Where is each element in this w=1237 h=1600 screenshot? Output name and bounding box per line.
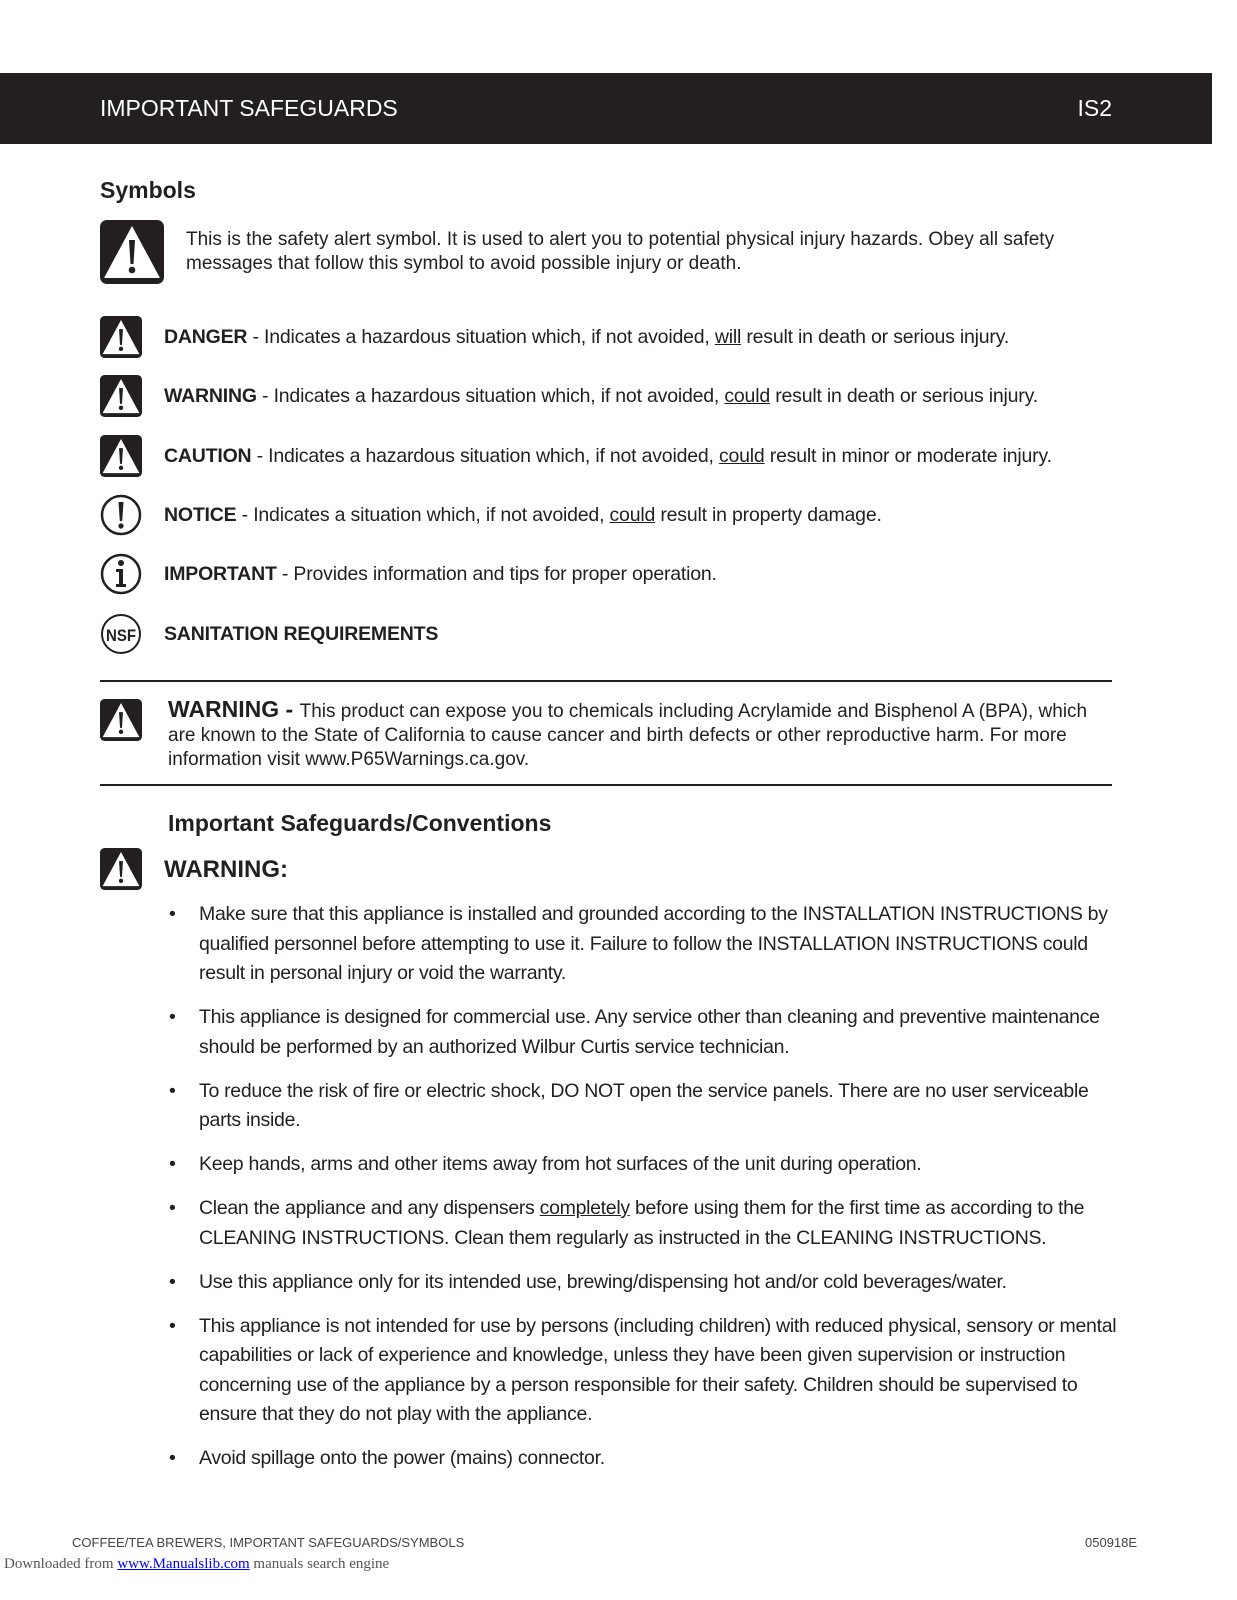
symbol-description bbox=[164, 326, 1009, 349]
safeguards-list bbox=[165, 900, 1130, 1488]
bullet-text: This appliance is not intended for use by persons (including children) with reduced physical, sensory or mental capabilities or lack of experience and knowledge, unless they have been given supervision or instruction concerning use of the appliance by a person responsible for their safety. Children should be supervised to ensure that they do not play with the appliance. bbox=[199, 1314, 1117, 1425]
symbol-label: CAUTION bbox=[164, 445, 252, 467]
symbol-text: result in minor or moderate injury. bbox=[764, 445, 1052, 467]
warning-heading: WARNING: bbox=[164, 856, 288, 883]
symbol-label: NOTICE bbox=[164, 504, 237, 526]
bullet-text: Keep hands, arms and other items away from hot surfaces of the unit during operation. bbox=[199, 1153, 922, 1175]
emphasis: could bbox=[718, 445, 765, 467]
bullet: • bbox=[169, 1270, 176, 1293]
header-title: IMPORTANT SAFEGUARDS bbox=[100, 95, 398, 121]
symbol-label: SANITATION REQUIREMENTS bbox=[164, 623, 439, 645]
list-item bbox=[165, 1194, 1130, 1253]
divider bbox=[100, 680, 1112, 682]
page-number: IS2 bbox=[1077, 95, 1112, 121]
nsf-logo-icon bbox=[100, 613, 142, 655]
bullet-text: Make sure that this appliance is installed and grounded according to the INSTALLATION INSTRUCTIONS by qualified personnel before attempting to use it. Failure to follow the INSTALLATION INSTRUCTIONS could result in personal injury or void the warranty. bbox=[199, 903, 1108, 984]
symbol-text: result in property damage. bbox=[655, 504, 882, 526]
symbol-text: - Indicates a hazardous situation which, if not avoided, bbox=[256, 385, 725, 407]
symbol-row-important bbox=[100, 553, 1120, 595]
symbol-description bbox=[164, 563, 717, 586]
symbol-label: DANGER bbox=[164, 326, 248, 348]
safety-alert-icon bbox=[100, 220, 164, 284]
warning-triangle-icon bbox=[100, 699, 142, 741]
symbol-label: WARNING bbox=[164, 385, 257, 407]
symbol-row-danger bbox=[100, 316, 1120, 358]
p65-warning-text: This product can expose you to chemicals including Acrylamide and Bisphenol A (BPA), which are known to the State of California to cause cancer and birth defects or other reproductive harm. For more information visit www.P65Warnings.ca.gov. bbox=[168, 701, 1088, 770]
symbol-text: - Indicates a hazardous situation which, if not avoided, bbox=[251, 445, 719, 467]
download-notice bbox=[4, 1555, 389, 1573]
emphasis: completely bbox=[539, 1197, 630, 1219]
exclamation-circle-icon bbox=[100, 494, 142, 536]
symbol-label: IMPORTANT bbox=[164, 563, 277, 585]
divider bbox=[100, 784, 1112, 786]
page-footer bbox=[0, 1535, 1237, 1579]
list-item bbox=[165, 1312, 1130, 1430]
p65-warning-label: WARNING - bbox=[168, 696, 300, 722]
p65-warning bbox=[168, 697, 1113, 772]
info-circle-icon bbox=[100, 553, 142, 595]
download-text: Downloaded from bbox=[4, 1556, 118, 1572]
emphasis: could bbox=[609, 504, 656, 526]
list-item bbox=[165, 900, 1130, 989]
symbol-text: result in death or serious injury. bbox=[769, 385, 1038, 407]
download-suffix: manuals search engine bbox=[249, 1556, 390, 1572]
symbol-text: - Indicates a situation which, if not avoided, bbox=[236, 504, 610, 526]
list-item bbox=[165, 1003, 1130, 1062]
safeguards-heading: Important Safeguards/Conventions bbox=[168, 810, 552, 836]
warning-triangle-icon bbox=[100, 316, 142, 358]
footer-doc-title: COFFEE/TEA BREWERS, IMPORTANT SAFEGUARDS/SYMBOLS bbox=[72, 1535, 465, 1550]
bullet-text: This appliance is designed for commercial use. Any service other than cleaning and preventive maintenance should be performed by an authorized Wilbur Curtis service technician. bbox=[199, 1006, 1100, 1058]
symbol-text: result in death or serious injury. bbox=[741, 326, 1010, 348]
bullet-text: Clean the appliance and any dispensers bbox=[199, 1197, 540, 1219]
emphasis: could bbox=[724, 385, 770, 407]
symbol-description bbox=[164, 504, 882, 527]
symbols-heading: Symbols bbox=[100, 177, 196, 203]
bullet-text: Avoid spillage onto the power (mains) connector. bbox=[199, 1447, 605, 1469]
symbol-row-caution bbox=[100, 435, 1120, 477]
bullet: • bbox=[169, 1447, 176, 1469]
page-header bbox=[0, 73, 1212, 144]
bullet: • bbox=[169, 1314, 176, 1337]
warning-triangle-icon bbox=[100, 375, 142, 417]
footer-doc-code: 050918E bbox=[1085, 1535, 1138, 1550]
warning-triangle-icon bbox=[100, 435, 142, 477]
bullet: • bbox=[169, 1153, 176, 1175]
bullet: • bbox=[169, 1197, 176, 1219]
list-item bbox=[165, 1444, 1130, 1474]
bullet-text: Use this appliance only for its intended use, brewing/dispensing hot and/or cold beverages/water. bbox=[199, 1270, 1007, 1293]
safety-alert-description: This is the safety alert symbol. It is used to alert you to potential physical injury hazards. Obey all safety messages that follow this symbol to avoid possible injury or death. bbox=[186, 229, 1055, 274]
bullet: • bbox=[169, 903, 176, 925]
warning-triangle-icon bbox=[100, 848, 142, 890]
list-item bbox=[165, 1150, 1130, 1180]
bullet-text: To reduce the risk of fire or electric shock, DO NOT open the service panels. There are no user serviceable parts inside. bbox=[199, 1079, 1089, 1131]
symbol-description bbox=[164, 445, 1052, 468]
list-item bbox=[165, 1268, 1130, 1298]
symbol-description bbox=[164, 623, 438, 646]
symbol-row-sanitation-requirements bbox=[100, 613, 1120, 655]
symbol-text: - Provides information and tips for proper operation. bbox=[276, 563, 717, 585]
list-item bbox=[165, 1077, 1130, 1136]
symbol-row-warning bbox=[100, 375, 1120, 417]
bullet-text: before using them for the first time as according to the CLEANING INSTRUCTIONS. Clean them regularly as instructed in the CLEANING INSTRUCTIONS. bbox=[199, 1197, 1085, 1249]
svg-text:NSF: NSF bbox=[106, 626, 136, 645]
bullet: • bbox=[169, 1006, 176, 1028]
bullet: • bbox=[169, 1079, 176, 1102]
manualslib-link[interactable]: www.Manualslib.com bbox=[117, 1556, 250, 1572]
emphasis: will bbox=[714, 326, 742, 348]
symbol-description bbox=[164, 385, 1038, 408]
symbol-text: - Indicates a hazardous situation which, if not avoided, bbox=[247, 326, 715, 348]
symbol-row-notice bbox=[100, 494, 1120, 536]
